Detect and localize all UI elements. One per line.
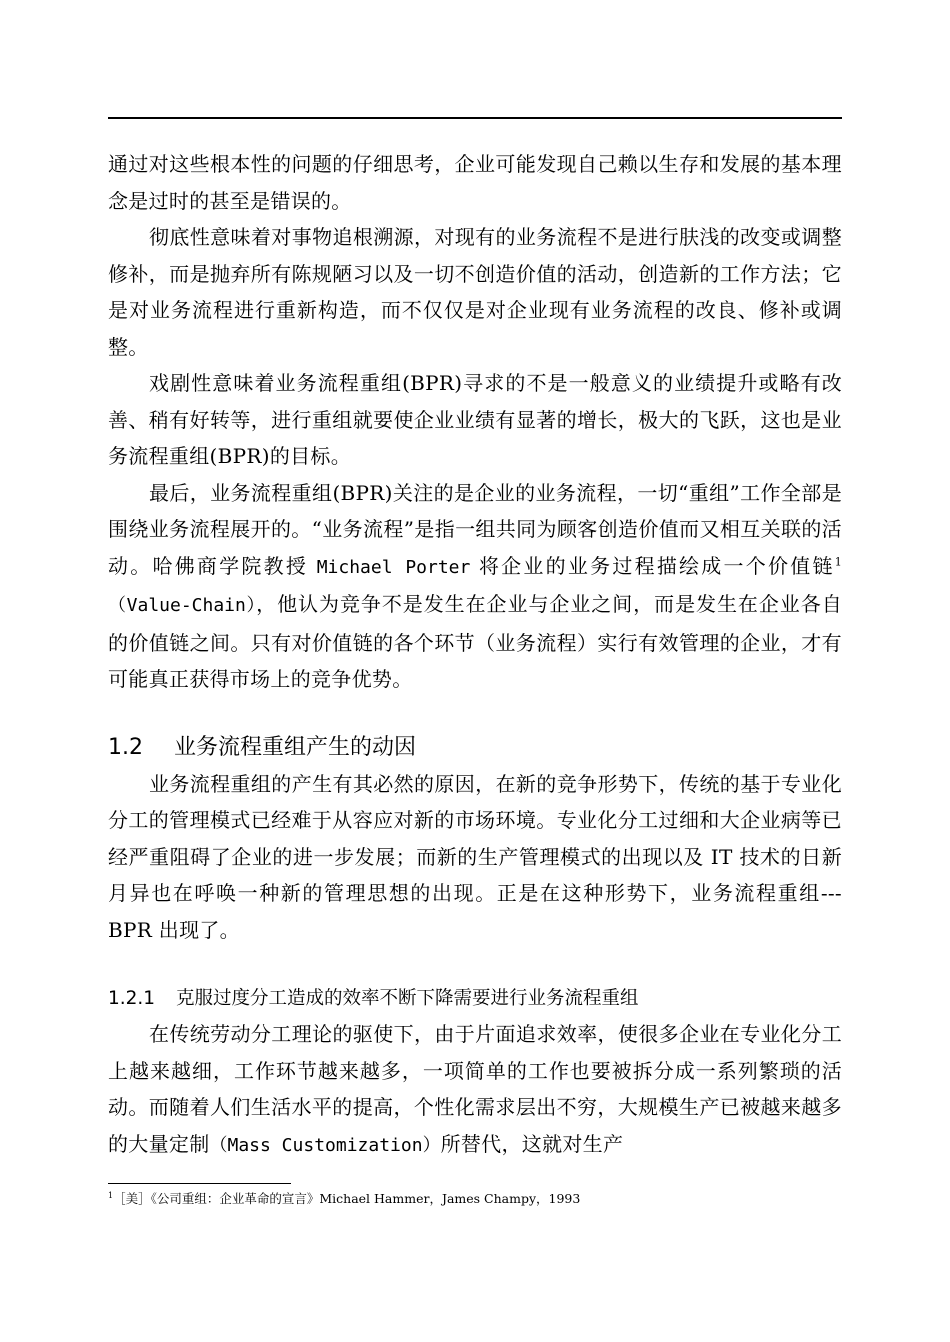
subsection-heading-1-2-1	[108, 982, 842, 1016]
body-text	[108, 146, 842, 1164]
footnote	[108, 1190, 842, 1208]
p4-text-b: 将企业的业务过程描绘成一个价值链	[470, 553, 835, 578]
p-mass-customization: （Mass Customization）	[209, 1134, 441, 1156]
paragraph-continuation: 通过对这些根本性的问题的仔细思考，企业可能发现自己赖以生存和发展的基本理念是过时的甚至是错误的。	[108, 152, 842, 213]
paragraph-dramatic: 戏剧性意味着业务流程重组(BPR)寻求的不是一般意义的业绩提升或略有改善、稍有好转等，进行重组就要使企业业绩有显著的增长，极大的飞跃，这也是业务流程重组(BPR)的目标。	[108, 371, 842, 468]
p4-text-c: ，他认为竞争不是发生在企业与企业之间，而是发生在企业各自的价值链之间。只有对价值链的各个环节（业务流程）实行有效管理的企业，才有可能真正获得市场上的竞争优势。	[108, 592, 842, 691]
subsection-spacer	[108, 948, 842, 982]
p-division-text-a: 在传统劳动分工理论的驱使下，由于片面追求效率，使很多企业在专业化分工上越来越细，工作环节越来越多，一项简单的工作也要被拆分成一系列繁琐的活动。而随着人们生活水平的提高，个性化需求层出不穷，大规模生产已被越来越多的大量定制	[108, 1022, 842, 1156]
paragraph-business-process	[108, 475, 842, 698]
section-title: 业务流程重组产生的动因	[174, 734, 417, 760]
footnote-reference[interactable]: 1	[834, 554, 842, 568]
p4-porter-name: Michael Porter	[316, 556, 471, 578]
footnote-separator	[108, 1183, 291, 1184]
section-spacer	[108, 698, 842, 730]
paragraph-motivation: 业务流程重组的产生有其必然的原因，在新的竞争形势下，传统的基于专业化分工的管理模式已经难于从容应对新的市场环境。专业化分工过细和大企业病等已经严重阻碍了企业的进一步发展；而新的生产管理模式的出现以及 IT 技术的日新月异也在呼唤一种新的管理思想的出现。正是在这种形势下，业务流程重组---BPR 出现了。	[108, 771, 842, 942]
p4-text-a: 最后，业务流程重组(BPR)关注的是企业的业务流程，一切“重组”工作全部是围绕业务流程展开的。“业务流程”是指一组共同为顾客创造价值而又相互关联的活动。哈佛商学院教授	[108, 480, 842, 578]
paragraph-thoroughness: 彻底性意味着对事物追根溯源，对现有的业务流程不是进行肤浅的改变或调整修补，而是抛弃所有陈规陋习以及一切不创造价值的活动，创造新的工作方法；它是对业务流程进行重新构造，而不仅仅是对企业现有业务流程的改良、修补或调整。	[108, 225, 842, 359]
p4-value-chain: （Value-Chain）	[108, 595, 257, 616]
section-heading-1-2	[108, 730, 842, 766]
paragraph-division-of-labor	[108, 1016, 842, 1164]
subsection-number: 1.2.1	[108, 988, 156, 1009]
header-rule	[108, 117, 842, 119]
subsection-title: 克服过度分工造成的效率不断下降需要进行业务流程重组	[176, 988, 639, 1009]
footnote-text: ［美］《公司重组：企业革命的宣言》Michael Hammer，James Champy，1993	[113, 1191, 581, 1206]
footnote-mark: 1	[108, 1190, 114, 1200]
section-number: 1.2	[108, 734, 143, 760]
p-division-text-b: 所替代，这就对生产	[440, 1131, 624, 1156]
